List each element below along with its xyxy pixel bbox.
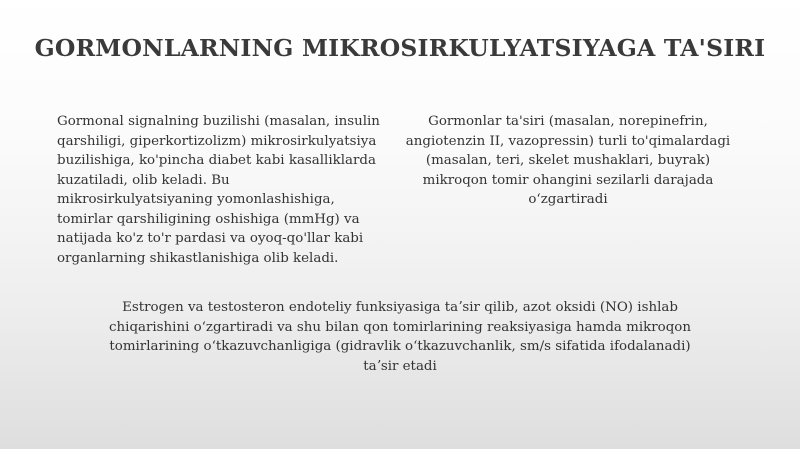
bottom-text-block: Estrogen va testosteron endoteliy funksiyasiga taʼsir qilib, azot oksidi (NO) ishlab chiqarishini oʻzgartiradi va shu bilan qon tomirlarining reaksiyasiga hamda mikroqon tomirlarining oʻtkazuvchanligiga (gidravlik oʻtkazuvchanlik, sm/s sifatida ifodalanadi) taʼsir etadi [109, 300, 691, 374]
right-text-block: Gormonlar ta'siri (masalan, norepinefrin, angiotenzin II, vazopressin) turli to'qimalardagi (masalan, teri, skelet mushaklari, buyrak) mikroqon tomir ohangini sezilarli darajada oʻzgartiradi [405, 114, 731, 207]
slide-title: GORMONLARNING MIKROSIRKULYATSIYAGA TA'SIRI [34, 34, 766, 62]
left-text-block: Gormonal signalning buzilishi (masalan, insulin qarshiligi, giperkortizolizm) mikrosirkulyatsiya buzilishiga, ko'pincha diabet kabi kasalliklarda kuzatiladi, olib keladi. Bu mikrosirkulyatsiyaning yomonlashishiga, tomirlar qarshiligining oshishiga (mmHg) va natijada ko'z to'r pardasi va oyoq-qo'llar kabi organlarning shikastlanishiga olib keladi. [57, 114, 380, 266]
